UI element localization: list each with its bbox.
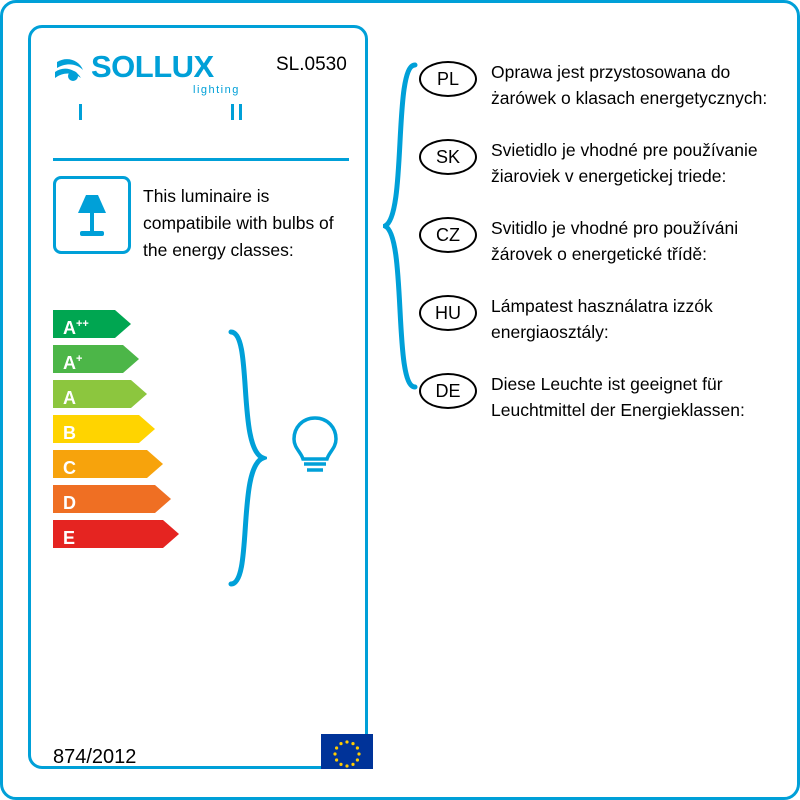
language-code-badge: CZ <box>419 217 477 253</box>
energy-class-label: E <box>63 528 76 548</box>
brand-bars-decoration <box>79 104 269 124</box>
compatibility-text: This luminaire is compatibile with bulbs of the energy classes: <box>143 186 334 260</box>
energy-class-list <box>53 310 183 555</box>
energy-label-card <box>28 25 368 769</box>
language-code-badge: HU <box>419 295 477 331</box>
right-brace-decoration <box>383 61 419 391</box>
energy-class-row <box>53 310 183 338</box>
sollux-logo-icon <box>53 54 87 88</box>
brand-block <box>53 48 253 110</box>
lamp-icon-box <box>53 176 131 254</box>
energy-class-row <box>53 450 183 478</box>
energy-class-label: A <box>63 388 76 408</box>
energy-class-label: A+ <box>63 353 83 373</box>
energy-class-label: A++ <box>63 318 89 338</box>
energy-class-row <box>53 415 183 443</box>
energy-class-label: D <box>63 493 76 513</box>
language-code-badge: SK <box>419 139 477 175</box>
regulation-number: 874/2012 <box>53 746 137 768</box>
energy-class-row <box>53 485 183 513</box>
language-code-badge: DE <box>419 373 477 409</box>
brand-subtitle: lighting <box>193 84 240 96</box>
language-list <box>383 43 783 420</box>
left-brace-decoration <box>227 328 267 588</box>
light-bulb-icon <box>289 414 341 476</box>
energy-class-row <box>53 520 183 548</box>
language-text: Svietidlo je vhodné pre používanie žiaroviek v energetickej triede: <box>491 140 758 186</box>
brand-name: SOLLUX <box>91 49 214 84</box>
language-text: Oprawa jest przystosowana do żarówek o klasach energetycznych: <box>491 62 768 108</box>
model-code: SL.0530 <box>276 54 347 75</box>
energy-class-label: C <box>63 458 76 478</box>
language-text: Diese Leuchte ist geeignet für Leuchtmittel der Energieklassen: <box>491 374 745 420</box>
table-lamp-icon <box>56 179 128 251</box>
energy-class-label: B <box>63 423 76 443</box>
language-text: Lámpatest használatra izzók energiaosztály: <box>491 296 713 342</box>
language-code-badge: PL <box>419 61 477 97</box>
energy-class-row <box>53 345 183 373</box>
eu-flag-icon <box>321 734 373 769</box>
energy-class-row <box>53 380 183 408</box>
language-text: Svitidlo je vhodné pro používáni žárovek o energetické třídě: <box>491 218 739 264</box>
divider <box>53 158 349 161</box>
